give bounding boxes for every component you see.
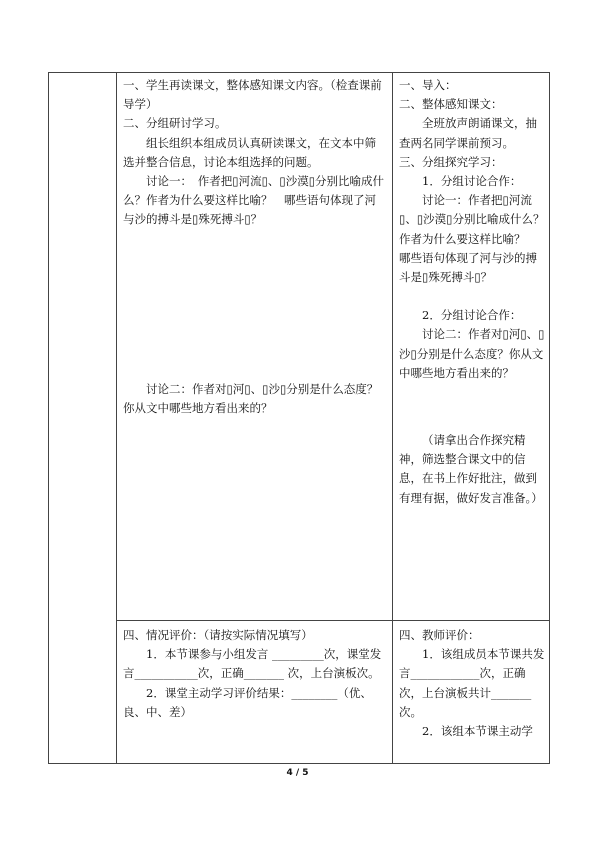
evaluation-heading: 四、情况评价：（请按实际情况填写） (123, 628, 313, 642)
discussion-1-teacher-text: 讨论一：作者把▯河流▯、▯沙漠▯分别比喻成什么？作者为什么要这样比喻？ 哪些语句体现了河与沙的搏斗是▯殊死搏斗▯？ (399, 193, 545, 285)
teacher-activity-cell (399, 76, 546, 508)
teacher-active-text: 2．该组本节课主动学 (422, 724, 533, 739)
overview-text: 二、整体感知课文： (399, 97, 503, 112)
step-1-text: 一、学生再读课文，整体感知课文内容。（检查课前导学） (123, 78, 382, 112)
evaluation-result-text: 2．课堂主动学习评价结果：________（优、良、中、差） (123, 685, 372, 719)
student-activity-cell (123, 76, 385, 418)
column-divider-2 (392, 73, 393, 763)
page-number: 4 / 5 (286, 768, 309, 778)
reading-text: 全班放声朗诵课文，抽查两名同学课前预习。 (399, 116, 537, 150)
intro-text: 一、导入： (399, 78, 457, 92)
group-instruction-text: 组长组织本组成员认真研读课文，在文本中筛选并整合信息，讨论本组选择的问题。 (123, 135, 376, 169)
explore-text: 三、分组探究学习： (399, 154, 503, 169)
teacher-evaluation-cell (399, 626, 546, 741)
column-divider-1 (116, 73, 117, 763)
lesson-table (48, 72, 550, 764)
group-work-2-text: 2．分组讨论合作： (422, 308, 522, 323)
teacher-participation-text: 1．该组成员本节课共发言____________次，正确次，上台演板共计_______次。 (399, 647, 545, 719)
row-divider (116, 620, 549, 621)
teacher-evaluation-heading: 四、教师评价： (399, 628, 480, 642)
group-work-1-text: 1．分组讨论合作： (422, 174, 522, 189)
discussion-1-text: 讨论一： 作者把▯河流▯、▯沙漠▯分别比喻成什么？作者为什么要这样比喻？ 哪些语句体现了河与沙的搏斗是▯殊死搏斗▯？ (123, 174, 385, 227)
discussion-2-text: 讨论二：作者对▯河▯、▯沙▯分别是什么态度？你从文中哪些地方看出来的？ (123, 381, 379, 415)
discussion-2-teacher-text: 讨论二：作者对▯河▯、▯沙▯分别是什么态度？你从文中哪些地方看出来的？ (399, 327, 545, 380)
step-2-text: 二、分组研讨学习。 (123, 116, 227, 131)
participation-text: 1．本节课参与小组发言 _________次，课堂发言___________次，正确_______ 次，上台演板次。 (123, 647, 382, 681)
cooperation-note-text: （请拿出合作探究精神，筛选整合课文中的信息，在书上作好批注，做到有理有据，做好发言准备。） (399, 433, 543, 505)
self-evaluation-cell (123, 626, 385, 722)
